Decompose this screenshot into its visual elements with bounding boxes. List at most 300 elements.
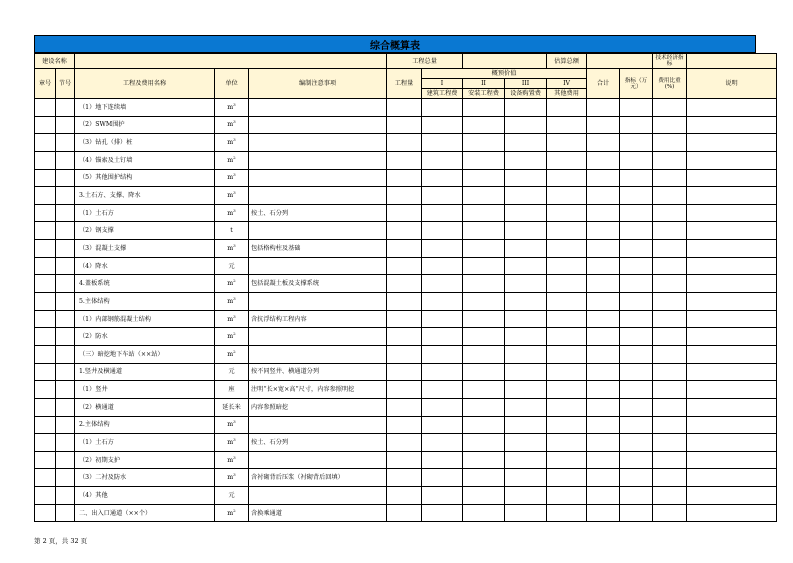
remarks-cell[interactable] [687,99,777,117]
item-name-cell[interactable]: （4）降水 [75,257,215,275]
note-cell[interactable] [249,416,387,434]
install-cost-cell[interactable] [463,204,505,222]
other-cost-cell[interactable] [547,310,587,328]
building-cost-cell[interactable] [422,328,463,346]
remarks-cell[interactable] [687,169,777,187]
note-cell[interactable]: 含抗浮结构工程内容 [249,310,387,328]
unit-cell[interactable] [215,434,249,452]
item-name-cell[interactable]: （1）地下连续墙 [75,99,215,117]
note-cell[interactable]: 按土、石分列 [249,204,387,222]
note-cell[interactable] [249,222,387,240]
building-cost-cell[interactable] [422,116,463,134]
total-cell[interactable] [587,240,620,258]
other-cost-cell[interactable] [547,363,587,381]
chapter-cell[interactable] [35,487,56,505]
note-cell[interactable] [249,134,387,152]
equipment-cost-cell[interactable] [505,222,547,240]
other-cost-cell[interactable] [547,398,587,416]
building-cost-cell[interactable] [422,204,463,222]
quantity-cell[interactable] [387,204,422,222]
install-cost-cell[interactable] [463,398,505,416]
note-cell[interactable] [249,99,387,117]
cost-ratio-cell[interactable] [653,328,687,346]
install-cost-cell[interactable] [463,257,505,275]
section-cell[interactable] [56,345,75,363]
item-name-cell[interactable]: （5）其他围护结构 [75,169,215,187]
chapter-cell[interactable] [35,293,56,311]
quantity-cell[interactable] [387,222,422,240]
equipment-cost-cell[interactable] [505,169,547,187]
remarks-cell[interactable] [687,416,777,434]
equipment-cost-cell[interactable] [505,187,547,205]
remarks-cell[interactable] [687,345,777,363]
cost-ratio-cell[interactable] [653,345,687,363]
indicator-cell[interactable] [620,204,653,222]
unit-cell[interactable] [215,310,249,328]
cost-ratio-cell[interactable] [653,504,687,522]
section-cell[interactable] [56,257,75,275]
total-cell[interactable] [587,328,620,346]
indicator-cell[interactable] [620,363,653,381]
remarks-cell[interactable] [687,434,777,452]
equipment-cost-cell[interactable] [505,310,547,328]
equipment-cost-cell[interactable] [505,451,547,469]
indicator-cell[interactable] [620,434,653,452]
unit-cell[interactable] [215,328,249,346]
install-cost-cell[interactable] [463,328,505,346]
quantity-cell[interactable] [387,504,422,522]
section-cell[interactable] [56,134,75,152]
equipment-cost-cell[interactable] [505,293,547,311]
remarks-cell[interactable] [687,222,777,240]
indicator-cell[interactable] [620,310,653,328]
item-name-cell[interactable]: 二、出入口通道（××个） [75,504,215,522]
indicator-cell[interactable] [620,257,653,275]
cost-ratio-cell[interactable] [653,363,687,381]
indicator-cell[interactable] [620,275,653,293]
building-cost-cell[interactable] [422,275,463,293]
note-cell[interactable] [249,187,387,205]
chapter-cell[interactable] [35,222,56,240]
note-cell[interactable] [249,257,387,275]
indicator-cell[interactable] [620,416,653,434]
indicator-cell[interactable] [620,134,653,152]
section-cell[interactable] [56,363,75,381]
chapter-cell[interactable] [35,169,56,187]
section-cell[interactable] [56,310,75,328]
item-name-cell[interactable]: （2）初期支护 [75,451,215,469]
total-cell[interactable] [587,434,620,452]
install-cost-cell[interactable] [463,134,505,152]
other-cost-cell[interactable] [547,293,587,311]
item-name-cell[interactable]: （3）钻孔（排）桩 [75,134,215,152]
unit-cell[interactable] [215,381,249,399]
indicator-cell[interactable] [620,381,653,399]
building-cost-cell[interactable] [422,469,463,487]
remarks-cell[interactable] [687,116,777,134]
equipment-cost-cell[interactable] [505,151,547,169]
other-cost-cell[interactable] [547,345,587,363]
equipment-cost-cell[interactable] [505,398,547,416]
section-cell[interactable] [56,293,75,311]
section-cell[interactable] [56,328,75,346]
remarks-cell[interactable] [687,398,777,416]
install-cost-cell[interactable] [463,151,505,169]
unit-cell[interactable] [215,363,249,381]
remarks-cell[interactable] [687,257,777,275]
chapter-cell[interactable] [35,398,56,416]
install-cost-cell[interactable] [463,222,505,240]
cost-ratio-cell[interactable] [653,240,687,258]
other-cost-cell[interactable] [547,222,587,240]
other-cost-cell[interactable] [547,487,587,505]
section-cell[interactable] [56,487,75,505]
cost-ratio-cell[interactable] [653,222,687,240]
chapter-cell[interactable] [35,187,56,205]
quantity-cell[interactable] [387,240,422,258]
section-cell[interactable] [56,169,75,187]
cost-ratio-cell[interactable] [653,169,687,187]
chapter-cell[interactable] [35,240,56,258]
section-cell[interactable] [56,398,75,416]
equipment-cost-cell[interactable] [505,134,547,152]
other-cost-cell[interactable] [547,257,587,275]
item-name-cell[interactable]: （2）防水 [75,328,215,346]
unit-cell[interactable] [215,275,249,293]
note-cell[interactable]: 包括格构柱及基础 [249,240,387,258]
unit-cell[interactable] [215,504,249,522]
item-name-cell[interactable]: （4）其他 [75,487,215,505]
total-cell[interactable] [587,275,620,293]
unit-cell[interactable] [215,240,249,258]
indicator-cell[interactable] [620,293,653,311]
building-cost-cell[interactable] [422,381,463,399]
building-cost-cell[interactable] [422,310,463,328]
remarks-cell[interactable] [687,310,777,328]
install-cost-cell[interactable] [463,363,505,381]
indicator-cell[interactable] [620,187,653,205]
total-cell[interactable] [587,99,620,117]
building-cost-cell[interactable] [422,363,463,381]
total-cell[interactable] [587,257,620,275]
note-cell[interactable] [249,151,387,169]
other-cost-cell[interactable] [547,451,587,469]
total-cell[interactable] [587,398,620,416]
building-cost-cell[interactable] [422,169,463,187]
unit-cell[interactable] [215,451,249,469]
section-cell[interactable] [56,99,75,117]
cost-ratio-cell[interactable] [653,116,687,134]
section-cell[interactable] [56,434,75,452]
section-cell[interactable] [56,381,75,399]
note-cell[interactable]: 包括混凝土板及支撑系统 [249,275,387,293]
quantity-cell[interactable] [387,328,422,346]
unit-cell[interactable] [215,487,249,505]
building-cost-cell[interactable] [422,293,463,311]
building-cost-cell[interactable] [422,187,463,205]
quantity-cell[interactable] [387,134,422,152]
unit-cell[interactable] [215,134,249,152]
section-cell[interactable] [56,116,75,134]
chapter-cell[interactable] [35,363,56,381]
chapter-cell[interactable] [35,469,56,487]
cost-ratio-cell[interactable] [653,381,687,399]
building-cost-cell[interactable] [422,416,463,434]
total-cell[interactable] [587,310,620,328]
other-cost-cell[interactable] [547,275,587,293]
item-name-cell[interactable]: （1）土石方 [75,204,215,222]
note-cell[interactable] [249,328,387,346]
install-cost-cell[interactable] [463,345,505,363]
note-cell[interactable]: 含换乘通道 [249,504,387,522]
total-cell[interactable] [587,504,620,522]
equipment-cost-cell[interactable] [505,116,547,134]
section-cell[interactable] [56,469,75,487]
remarks-cell[interactable] [687,469,777,487]
cost-ratio-cell[interactable] [653,451,687,469]
unit-cell[interactable] [215,99,249,117]
building-cost-cell[interactable] [422,99,463,117]
cost-ratio-cell[interactable] [653,469,687,487]
other-cost-cell[interactable] [547,469,587,487]
equipment-cost-cell[interactable] [505,257,547,275]
total-cell[interactable] [587,116,620,134]
section-cell[interactable] [56,187,75,205]
item-name-cell[interactable]: （3）二衬及防水 [75,469,215,487]
equipment-cost-cell[interactable] [505,328,547,346]
total-cell[interactable] [587,345,620,363]
section-cell[interactable] [56,451,75,469]
total-cell[interactable] [587,381,620,399]
chapter-cell[interactable] [35,275,56,293]
equipment-cost-cell[interactable] [505,345,547,363]
remarks-cell[interactable] [687,293,777,311]
note-cell[interactable] [249,345,387,363]
cost-ratio-cell[interactable] [653,434,687,452]
chapter-cell[interactable] [35,381,56,399]
quantity-cell[interactable] [387,116,422,134]
note-cell[interactable] [249,487,387,505]
section-cell[interactable] [56,151,75,169]
quantity-cell[interactable] [387,381,422,399]
note-cell[interactable]: 按土、石分列 [249,434,387,452]
remarks-cell[interactable] [687,240,777,258]
cost-ratio-cell[interactable] [653,487,687,505]
total-cell[interactable] [587,151,620,169]
other-cost-cell[interactable] [547,134,587,152]
cost-ratio-cell[interactable] [653,99,687,117]
quantity-cell[interactable] [387,469,422,487]
item-name-cell[interactable]: （1）竖井 [75,381,215,399]
note-cell[interactable] [249,293,387,311]
indicator-cell[interactable] [620,398,653,416]
total-cell[interactable] [587,469,620,487]
note-cell[interactable] [249,116,387,134]
section-cell[interactable] [56,504,75,522]
other-cost-cell[interactable] [547,328,587,346]
total-cell[interactable] [587,363,620,381]
section-cell[interactable] [56,416,75,434]
chapter-cell[interactable] [35,257,56,275]
note-cell[interactable]: 含衬砌背后压浆（衬砌背后回填） [249,469,387,487]
total-cell[interactable] [587,293,620,311]
equipment-cost-cell[interactable] [505,487,547,505]
indicator-cell[interactable] [620,328,653,346]
remarks-cell[interactable] [687,275,777,293]
item-name-cell[interactable]: 1.竖井及横通道 [75,363,215,381]
building-cost-cell[interactable] [422,504,463,522]
quantity-cell[interactable] [387,257,422,275]
building-cost-cell[interactable] [422,398,463,416]
quantity-cell[interactable] [387,434,422,452]
cost-ratio-cell[interactable] [653,310,687,328]
indicator-cell[interactable] [620,222,653,240]
building-cost-cell[interactable] [422,434,463,452]
equipment-cost-cell[interactable] [505,275,547,293]
indicator-cell[interactable] [620,169,653,187]
equipment-cost-cell[interactable] [505,363,547,381]
unit-cell[interactable] [215,345,249,363]
indicator-cell[interactable] [620,240,653,258]
install-cost-cell[interactable] [463,187,505,205]
total-qty-value[interactable] [463,54,547,69]
cost-ratio-cell[interactable] [653,293,687,311]
install-cost-cell[interactable] [463,169,505,187]
equipment-cost-cell[interactable] [505,434,547,452]
indicator-cell[interactable] [620,469,653,487]
other-cost-cell[interactable] [547,187,587,205]
section-cell[interactable] [56,275,75,293]
section-cell[interactable] [56,240,75,258]
equipment-cost-cell[interactable] [505,204,547,222]
quantity-cell[interactable] [387,293,422,311]
other-cost-cell[interactable] [547,151,587,169]
cost-ratio-cell[interactable] [653,187,687,205]
quantity-cell[interactable] [387,275,422,293]
unit-cell[interactable] [215,187,249,205]
project-name-value[interactable] [75,54,387,69]
total-cell[interactable] [587,187,620,205]
remarks-cell[interactable] [687,328,777,346]
install-cost-cell[interactable] [463,451,505,469]
chapter-cell[interactable] [35,310,56,328]
chapter-cell[interactable] [35,345,56,363]
quantity-cell[interactable] [387,487,422,505]
remarks-cell[interactable] [687,504,777,522]
cost-ratio-cell[interactable] [653,275,687,293]
building-cost-cell[interactable] [422,151,463,169]
chapter-cell[interactable] [35,151,56,169]
item-name-cell[interactable]: （4）锚索及土钉墙 [75,151,215,169]
quantity-cell[interactable] [387,345,422,363]
total-estimate-value[interactable] [587,54,653,69]
remarks-cell[interactable] [687,204,777,222]
quantity-cell[interactable] [387,451,422,469]
quantity-cell[interactable] [387,151,422,169]
other-cost-cell[interactable] [547,240,587,258]
unit-cell[interactable] [215,151,249,169]
chapter-cell[interactable] [35,99,56,117]
install-cost-cell[interactable] [463,381,505,399]
item-name-cell[interactable]: （1）内部钢筋混凝土结构 [75,310,215,328]
note-cell[interactable]: 内容参照暗挖 [249,398,387,416]
remarks-cell[interactable] [687,151,777,169]
other-cost-cell[interactable] [547,434,587,452]
chapter-cell[interactable] [35,416,56,434]
building-cost-cell[interactable] [422,451,463,469]
install-cost-cell[interactable] [463,293,505,311]
cost-ratio-cell[interactable] [653,257,687,275]
remarks-cell[interactable] [687,134,777,152]
equipment-cost-cell[interactable] [505,469,547,487]
item-name-cell[interactable]: （三）暗挖地下车站（××站） [75,345,215,363]
equipment-cost-cell[interactable] [505,416,547,434]
item-name-cell[interactable]: 4.盖板系统 [75,275,215,293]
indicator-cell[interactable] [620,504,653,522]
remarks-cell[interactable] [687,363,777,381]
remarks-cell[interactable] [687,187,777,205]
other-cost-cell[interactable] [547,99,587,117]
quantity-cell[interactable] [387,169,422,187]
unit-cell[interactable] [215,293,249,311]
chapter-cell[interactable] [35,434,56,452]
unit-cell[interactable] [215,398,249,416]
total-cell[interactable] [587,416,620,434]
chapter-cell[interactable] [35,328,56,346]
building-cost-cell[interactable] [422,487,463,505]
remarks-cell[interactable] [687,451,777,469]
other-cost-cell[interactable] [547,504,587,522]
cost-ratio-cell[interactable] [653,398,687,416]
chapter-cell[interactable] [35,504,56,522]
section-cell[interactable] [56,222,75,240]
equipment-cost-cell[interactable] [505,240,547,258]
install-cost-cell[interactable] [463,240,505,258]
install-cost-cell[interactable] [463,487,505,505]
note-cell[interactable]: 注明“长×宽×高”尺寸，内容参照明挖 [249,381,387,399]
unit-cell[interactable] [215,257,249,275]
quantity-cell[interactable] [387,310,422,328]
other-cost-cell[interactable] [547,204,587,222]
equipment-cost-cell[interactable] [505,381,547,399]
item-name-cell[interactable]: 5.主体结构 [75,293,215,311]
remarks-cell[interactable] [687,487,777,505]
quantity-cell[interactable] [387,363,422,381]
indicator-cell[interactable] [620,487,653,505]
note-cell[interactable]: 按不同竖井、横通道分列 [249,363,387,381]
cost-ratio-cell[interactable] [653,204,687,222]
unit-cell[interactable] [215,416,249,434]
indicator-cell[interactable] [620,345,653,363]
indicator-cell[interactable] [620,99,653,117]
item-name-cell[interactable]: （2）SWM围护 [75,116,215,134]
total-cell[interactable] [587,451,620,469]
other-cost-cell[interactable] [547,116,587,134]
equipment-cost-cell[interactable] [505,99,547,117]
total-cell[interactable] [587,169,620,187]
quantity-cell[interactable] [387,99,422,117]
building-cost-cell[interactable] [422,240,463,258]
note-cell[interactable] [249,169,387,187]
unit-cell[interactable] [215,116,249,134]
chapter-cell[interactable] [35,451,56,469]
cost-ratio-cell[interactable] [653,151,687,169]
tech-econ-value[interactable] [687,54,777,69]
install-cost-cell[interactable] [463,99,505,117]
unit-cell[interactable] [215,222,249,240]
install-cost-cell[interactable] [463,416,505,434]
indicator-cell[interactable] [620,151,653,169]
